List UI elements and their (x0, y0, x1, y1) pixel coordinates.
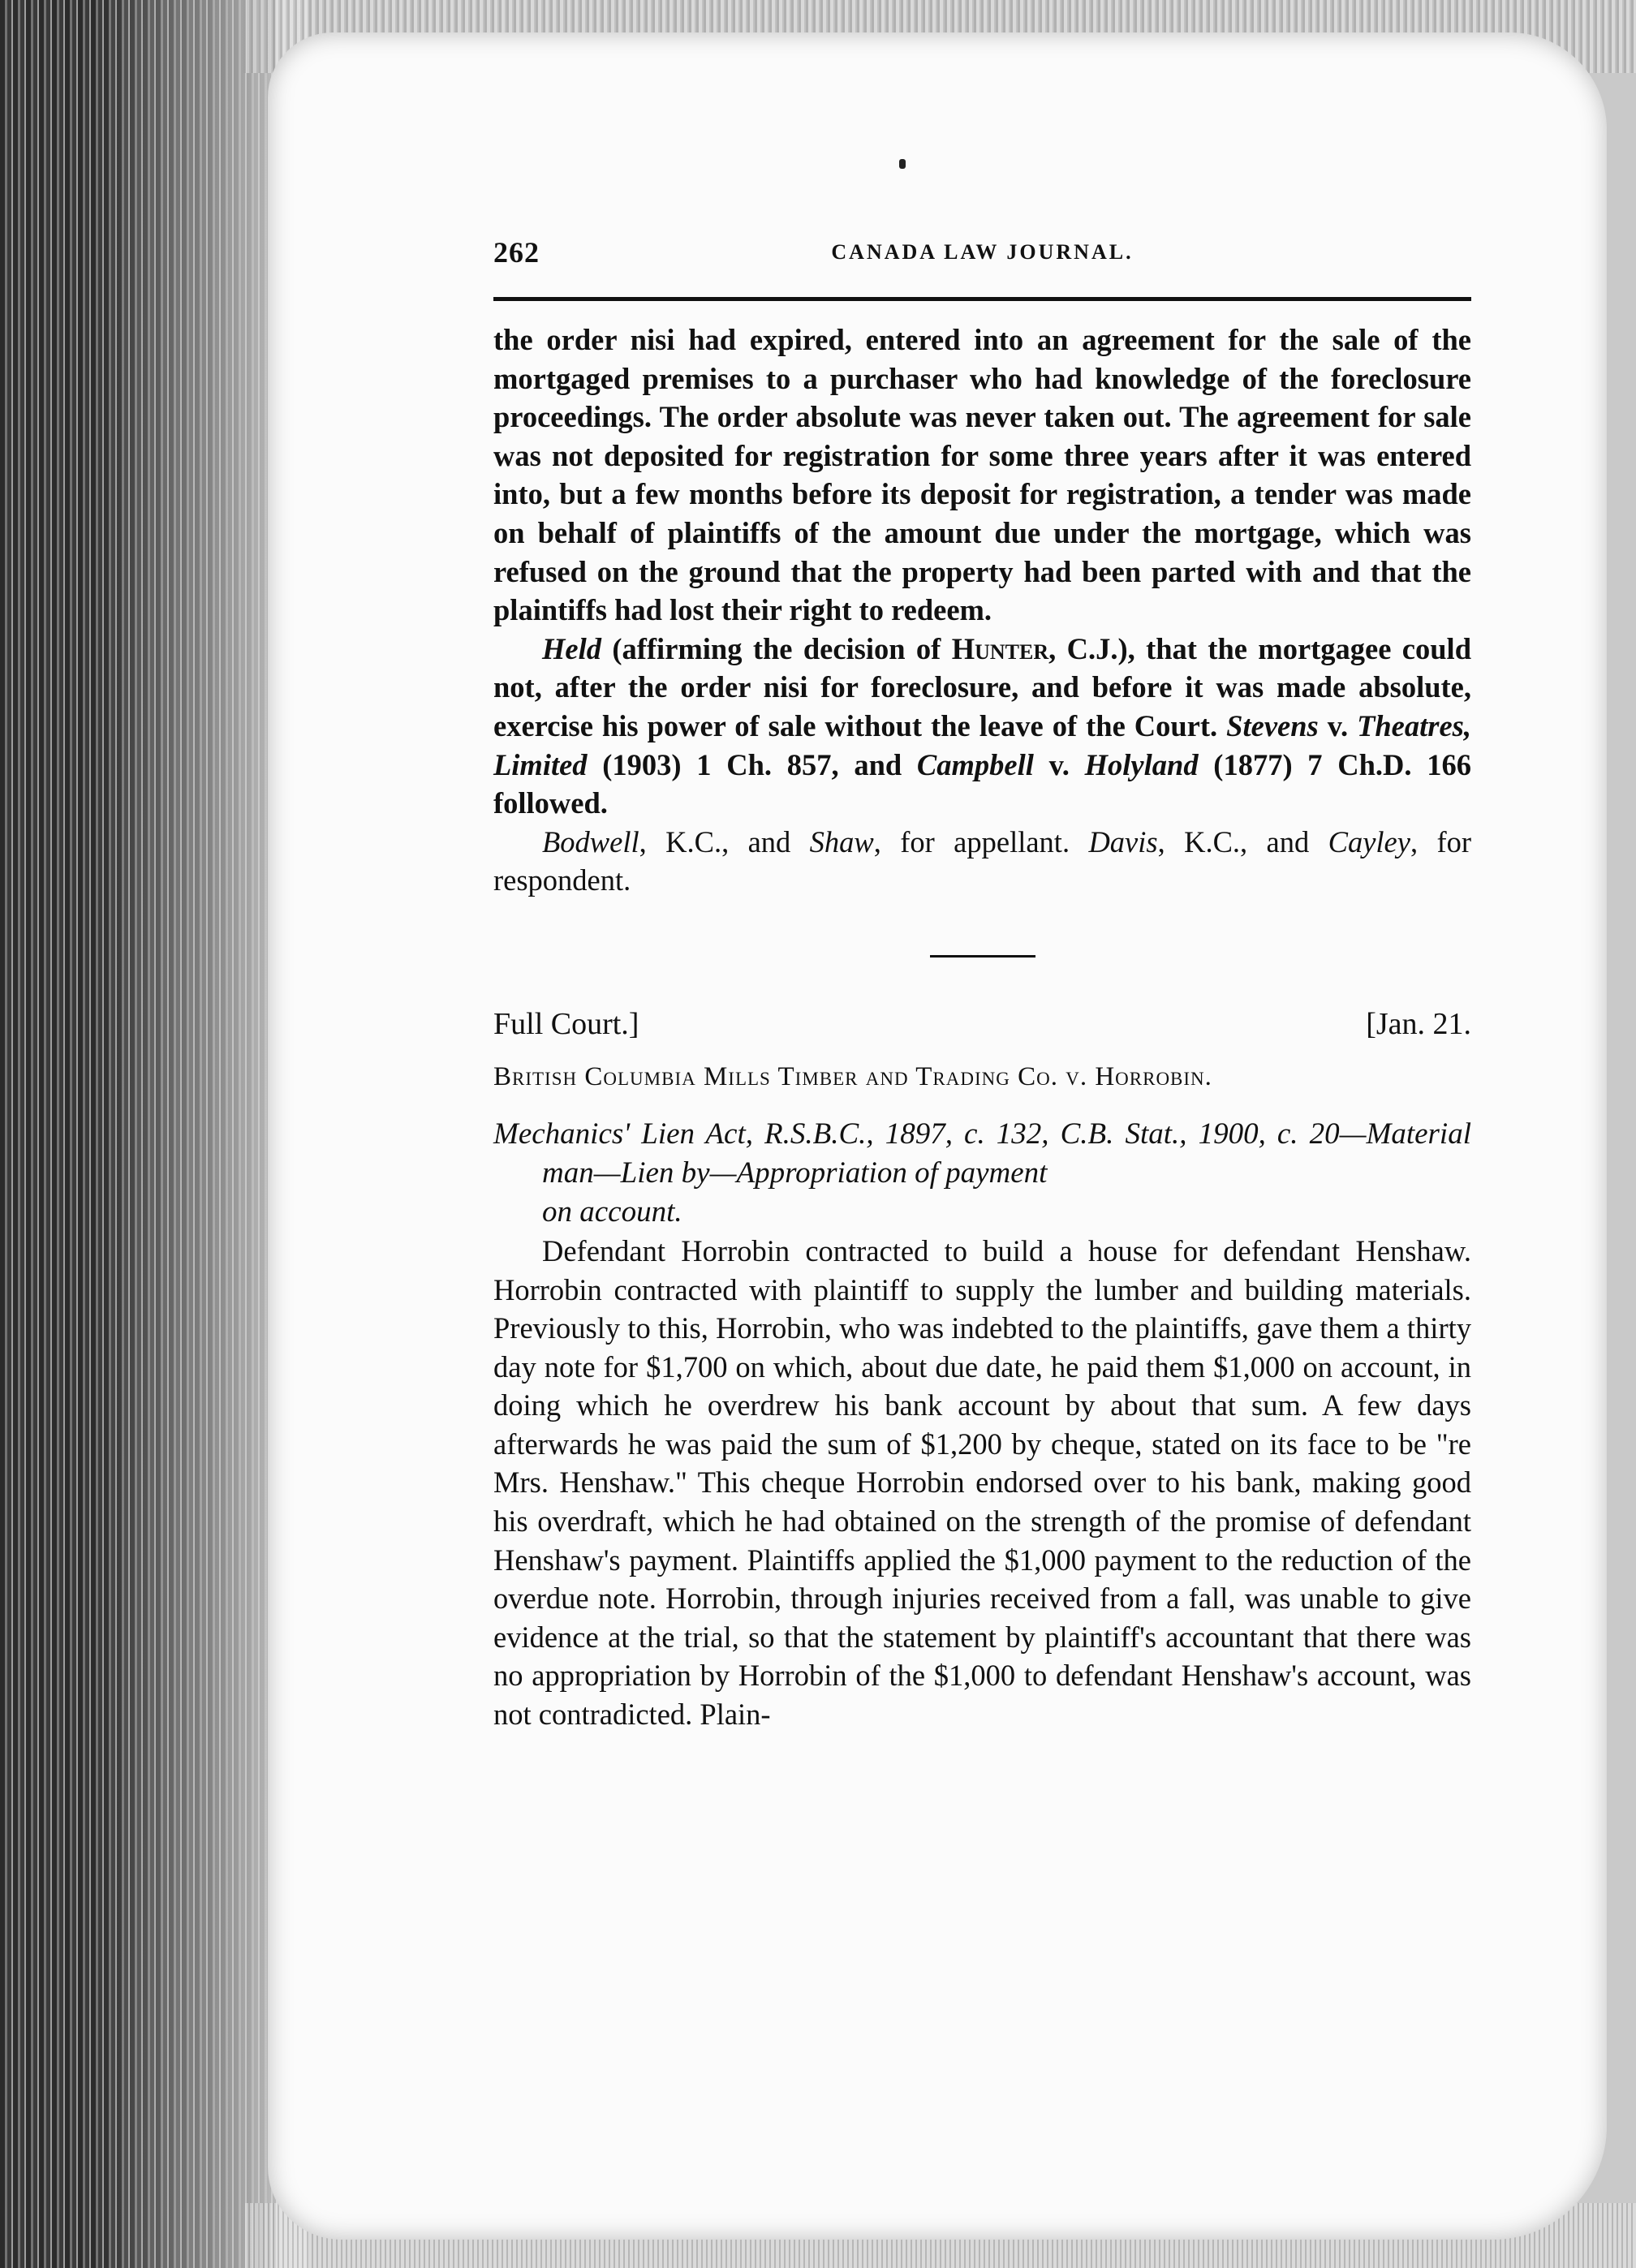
case-title: British Columbia Mills Timber and Trading Co. v. Horrobin. (493, 1061, 1212, 1091)
cite-v-1: v. (1318, 708, 1358, 742)
case2-paragraph: Defendant Horrobin contracted to build a house for defendant Henshaw. Horrobin contracted with plaintiff to supply the lumber and building materials. Previously to this, Horrobin, who was indebted to the plaintiffs, gave them a thirty day note for $1,700 on which, about due date, he paid them $1,000 on account, in doing which he overdrew his bank account by about that sum. A few days afterwards he was paid the sum of $1,200 by cheque, stated on its face to be "re Mrs. Henshaw." This cheque Horrobin endorsed over to his bank, making good his overdraft, which he had obtained on the strength of the promise of defendant Henshaw's payment. Plaintiffs applied the $1,000 payment to the reduction of the overdue note. Horrobin, through injuries received from a fall, was unable to give evidence at the trial, so that the statement by plaintiff's accountant that there was no appropriation by Horrobin of the $1,000 to defendant Henshaw's account, was not contradicted. Plain- (493, 1233, 1471, 1732)
court-line (493, 1005, 1471, 1044)
page-number: 262 (493, 236, 540, 269)
cite-1-ref: (1903) 1 Ch. 857, and (587, 747, 917, 781)
counsel-text-1: , K.C., and (639, 824, 810, 859)
running-head (493, 235, 1471, 284)
cite-2-ref: (1877) 7 Ch.D. 166 followed. (493, 747, 1471, 820)
counsel-text-2: , for appellant. (873, 824, 1089, 859)
cite-theatres: Theatres, Limited (493, 708, 1471, 781)
counsel-bodwell: Bodwell (542, 824, 639, 859)
section-divider (930, 955, 1035, 958)
cite-stevens: Stevens (1226, 708, 1319, 742)
journal-title: CANADA LAW JOURNAL. (831, 240, 1134, 264)
court-name: Full Court.] (493, 1006, 639, 1041)
counsel-paragraph (493, 823, 1471, 900)
headnote: Mechanics' Lien Act, R.S.B.C., 1897, c. 132, C.B. Stat., 1900, c. 20—Material man—Lien by—Appropriation of payment (493, 1117, 1471, 1190)
court-date: [Jan. 21. (1366, 1006, 1471, 1041)
page-content (493, 235, 1471, 1734)
counsel-text-3: , K.C., and (1157, 824, 1328, 859)
held-label: Held (542, 631, 601, 665)
held-text-1: (affirming the decision of (601, 631, 952, 665)
counsel-davis: Davis (1088, 824, 1158, 859)
held-judge: Hunter (951, 631, 1049, 665)
cite-campbell: Campbell (916, 747, 1034, 781)
cite-holyland: Holyland (1084, 747, 1199, 781)
held-text-2: , C.J.), that the mortgagee could not, after the order nisi for foreclosure, and before it was made absolute, exercise his power of sale without the leave of the Court. (493, 631, 1471, 742)
cite-v-2: v. (1033, 747, 1085, 781)
header-rule (493, 297, 1471, 301)
scan-speck (899, 159, 906, 169)
headnote-end: on account. (542, 1194, 682, 1229)
counsel-shaw: Shaw (809, 824, 874, 859)
counsel-text-4: , for respondent. (493, 824, 1472, 897)
counsel-cayley: Cayley (1328, 824, 1410, 859)
case1-held-paragraph (493, 630, 1471, 823)
case1-paragraph: the order nisi had expired, entered into an agreement for the sale of the mortgaged premises to a purchaser who had knowledge of the foreclosure proceedings. The order absolute was never taken out. The agreement for sale was not deposited for registration for some three years after it was entered into, but a few months before its deposit for registration, a tender was made on behalf of plaintiffs of the amount due under the mortgage, which was refused on the ground that the property had been parted with and that the plaintiffs had lost their right to redeem. (493, 323, 1471, 627)
